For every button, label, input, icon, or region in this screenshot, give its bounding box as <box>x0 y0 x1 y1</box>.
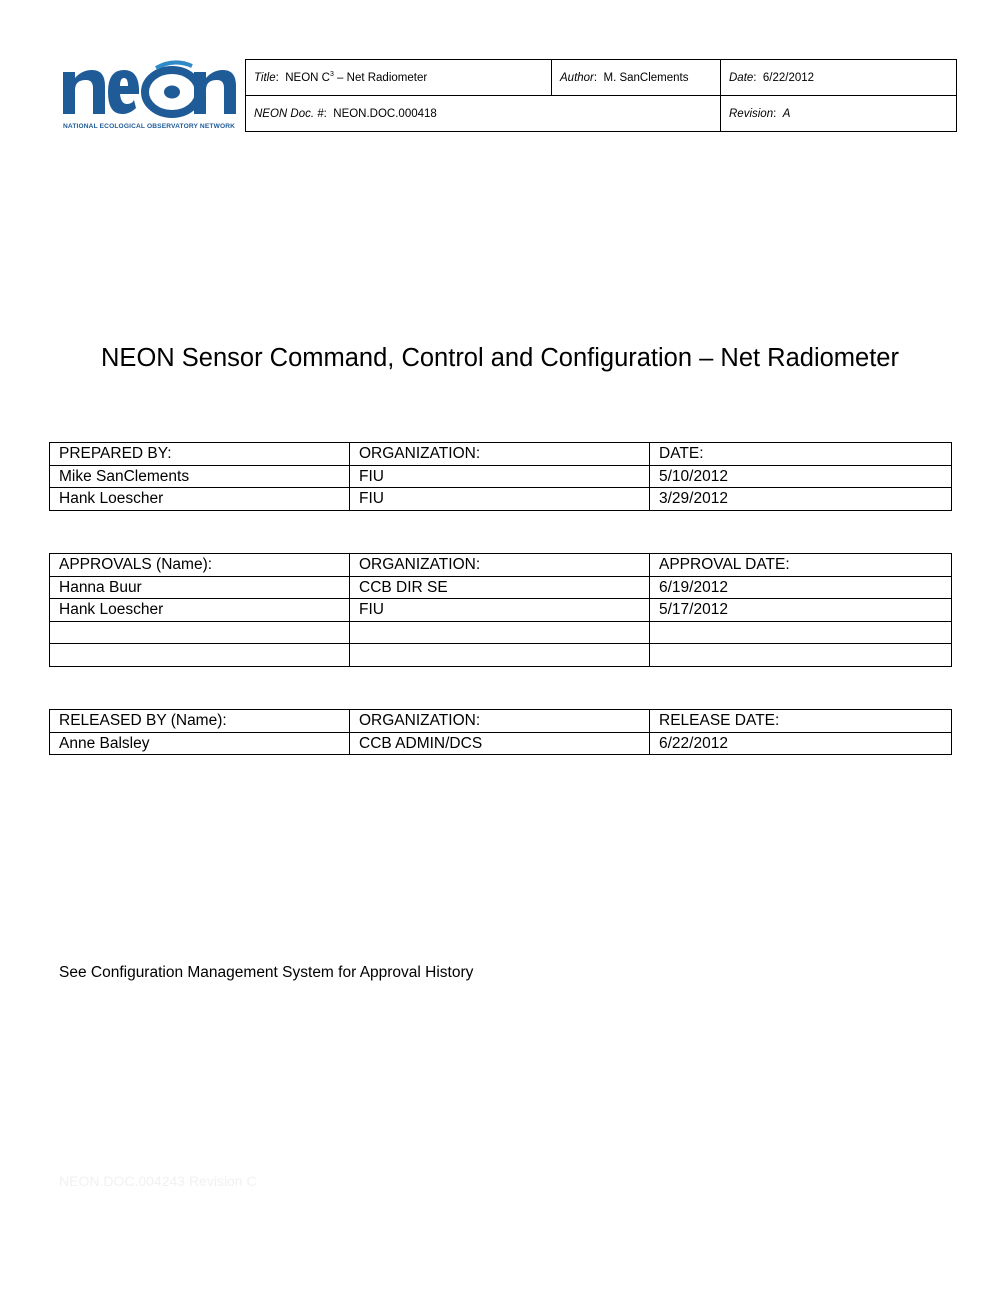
table-header-cell: APPROVAL DATE: <box>650 554 952 577</box>
table-cell <box>650 621 952 644</box>
table-row <box>50 465 952 488</box>
table-header-cell: ORGANIZATION: <box>350 710 650 733</box>
table-header-row <box>50 710 952 733</box>
table-cell: 6/22/2012 <box>650 732 952 755</box>
author-value: M. SanClements <box>603 71 689 84</box>
header-date-cell: Date: 6/22/2012 <box>721 60 957 96</box>
header-revision-cell: Revision: A <box>721 96 957 132</box>
table-row <box>50 576 952 599</box>
title-prefix: NEON C <box>285 71 330 84</box>
table-cell <box>50 621 350 644</box>
table-cell: Hanna Buur <box>50 576 350 599</box>
doc-number-label: NEON Doc. # <box>254 107 324 120</box>
title-label: Title <box>254 71 276 84</box>
table-cell: CCB DIR SE <box>350 576 650 599</box>
table-header-row <box>50 554 952 577</box>
table-header-cell: PREPARED BY: <box>50 443 350 466</box>
table-cell: Anne Balsley <box>50 732 350 755</box>
table-cell: FIU <box>350 465 650 488</box>
document-watermark: NEON.DOC.004243 Revision C <box>59 1173 257 1189</box>
title-superscript: 3 <box>329 71 334 79</box>
title-suffix: – Net Radiometer <box>333 71 428 84</box>
author-label: Author <box>560 71 594 84</box>
table-row <box>50 644 952 667</box>
table-cell: CCB ADMIN/DCS <box>350 732 650 755</box>
approval-history-note: See Configuration Management System for Approval History <box>59 964 474 981</box>
revision-value: A <box>782 107 791 120</box>
table-header-cell: RELEASE DATE: <box>650 710 952 733</box>
table-row <box>50 599 952 622</box>
neon-wordmark-graphic <box>60 58 238 120</box>
header-author-cell: Author: M. SanClements <box>552 60 721 96</box>
table-cell: Mike SanClements <box>50 465 350 488</box>
table-cell <box>350 644 650 667</box>
table-header-cell: RELEASED BY (Name): <box>50 710 350 733</box>
table-row <box>50 732 952 755</box>
document-title: NEON Sensor Command, Control and Configuration – Net Radiometer <box>101 344 899 372</box>
table-header-cell: ORGANIZATION: <box>350 443 650 466</box>
table-cell: 3/29/2012 <box>650 488 952 511</box>
table-header-cell: APPROVALS (Name): <box>50 554 350 577</box>
prepared-by-table <box>49 442 952 511</box>
table-header-cell: DATE: <box>650 443 952 466</box>
released-by-table <box>49 709 952 755</box>
approvals-table <box>49 553 952 667</box>
header-doc-number-cell: NEON Doc. #: NEON.DOC.000418 <box>246 96 721 132</box>
neon-logo <box>60 58 238 134</box>
table-row <box>50 488 952 511</box>
table-cell <box>650 644 952 667</box>
date-value: 6/22/2012 <box>762 71 815 84</box>
header-title-cell: Title: NEON $C^3$ – Net Radiometer <box>246 60 552 96</box>
table-cell <box>50 644 350 667</box>
table-header-cell: ORGANIZATION: <box>350 554 650 577</box>
logo-subtitle: NATIONAL ECOLOGICAL OBSERVATORY NETWORK <box>63 123 236 130</box>
document-header-table <box>245 59 957 132</box>
date-label: Date <box>729 71 754 84</box>
table-header-row <box>50 443 952 466</box>
table-row <box>50 621 952 644</box>
doc-number-value: NEON.DOC.000418 <box>333 107 437 120</box>
table-cell: Hank Loescher <box>50 599 350 622</box>
table-cell <box>350 621 650 644</box>
revision-label: Revision <box>729 107 774 120</box>
table-cell: 5/17/2012 <box>650 599 952 622</box>
table-cell: 5/10/2012 <box>650 465 952 488</box>
table-cell: Hank Loescher <box>50 488 350 511</box>
table-cell: FIU <box>350 599 650 622</box>
table-cell: FIU <box>350 488 650 511</box>
table-cell: 6/19/2012 <box>650 576 952 599</box>
